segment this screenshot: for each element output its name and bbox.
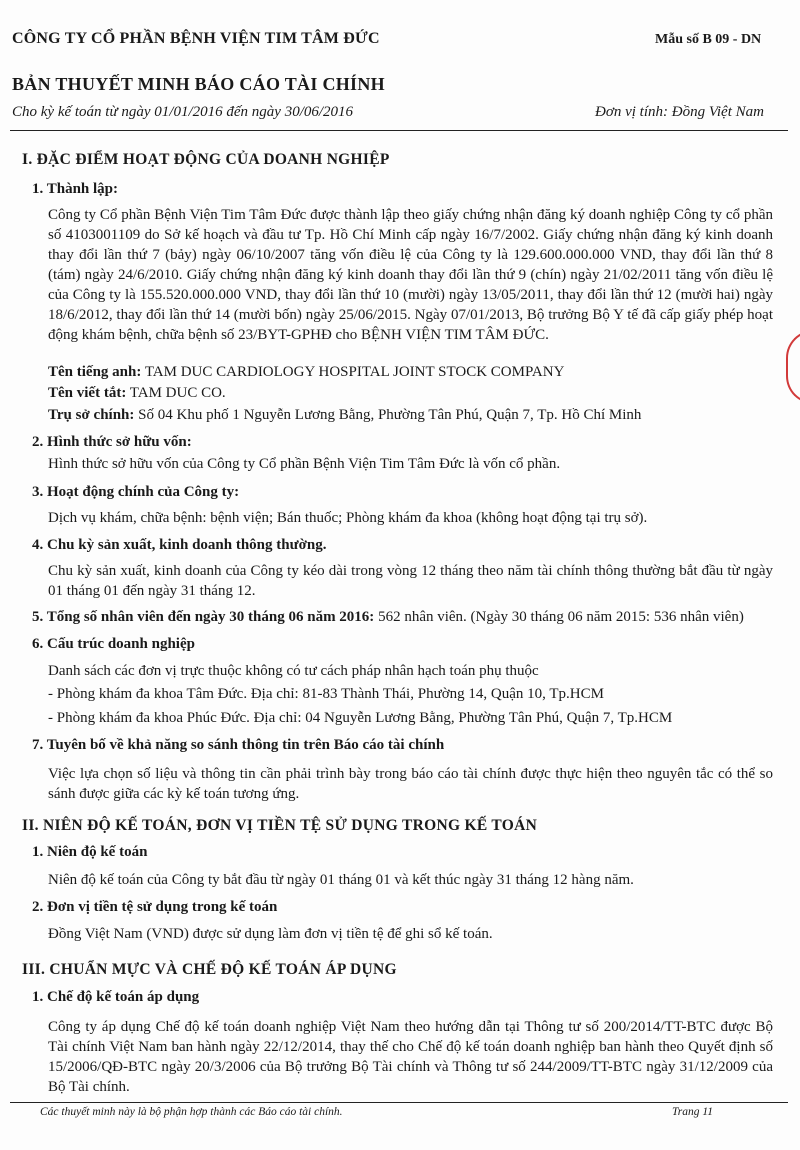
s1-item-2-heading: 2. Hình thức sở hữu vốn: (32, 434, 192, 450)
s2-item-2-heading: 2. Đơn vị tiền tệ sử dụng trong kế toán (32, 899, 278, 915)
section-3-heading: III. CHUẨN MỰC VÀ CHẾ ĐỘ KẾ TOÁN ÁP DỤNG (22, 961, 397, 978)
abbreviation-line (48, 385, 226, 402)
s1-item-5-line (32, 609, 744, 626)
s3-item-1-heading: 1. Chế độ kế toán áp dụng (32, 989, 200, 1005)
english-name-label: Tên tiếng anh: (48, 364, 142, 380)
s1-item-5-value: 562 nhân viên. (Ngày 30 tháng 06 năm 2015: 536 nhân viên) (374, 609, 744, 625)
s2-item-2-paragraph: Đồng Việt Nam (VND) được sử dụng làm đơn vị tiền tệ để ghi sổ kế toán. (48, 926, 493, 942)
footer-note: Các thuyết minh này là bộ phận hợp thành các Báo cáo tài chính. (40, 1106, 343, 1118)
s1-item-1-paragraph: Công ty Cổ phần Bệnh Viện Tim Tâm Đức được thành lập theo giấy chứng nhận đăng ký doanh nghiệp Công ty cổ phần số 4103001109 do Sở kế hoạch và đầu tư Tp. Hồ Chí Minh cấp ngày 16/7/2002. Giấy chứng nhận đăng ký kinh doanh thay đổi lần thứ 7 (bảy) ngày 06/10/2007 tăng vốn điều lệ của Công ty là 129.600.000.000 VND, thay đổi lần thứ 8 (tám) ngày 24/6/2010. Giấy chứng nhận đăng ký kinh doanh thay đổi lần thứ 9 (chín) ngày 21/02/2011 tăng vốn điều lệ của Công ty là 155.520.000.000 VND, thay đổi lần thứ 10 (mười) ngày 13/05/2011, thay đổi lần thứ 12 (mười hai) ngày 18/6/2012, thay đổi lần thứ 14 (mười bốn) ngày 25/06/2015. Ngày 07/01/2013, Bộ trưởng Bộ Y tế đã cấp giấy phép hoạt động khám bệnh, chữa bệnh số 23/BYT-GPHĐ cho BỆNH VIỆN TIM TÂM ĐỨC. (48, 207, 773, 343)
s1-item-6-branch-2: - Phòng khám đa khoa Phúc Đức. Địa chỉ: 04 Nguyễn Lương Bằng, Phường Tân Phú, Quận 7, Tp.HCM (48, 710, 673, 726)
company-name: CÔNG TY CỔ PHẦN BỆNH VIỆN TIM TÂM ĐỨC (12, 30, 380, 47)
header-divider (10, 130, 788, 131)
red-stamp-edge (786, 330, 800, 404)
s1-item-7-heading: 7. Tuyên bố về khả năng so sánh thông tin trên Báo cáo tài chính (32, 737, 445, 753)
s2-item-1-heading: 1. Niên độ kế toán (32, 844, 148, 860)
s2-item-1-paragraph: Niên độ kế toán của Công ty bắt đầu từ ngày 01 tháng 01 và kết thúc ngày 31 tháng 12 hàng năm. (48, 872, 634, 888)
section-2-heading: II. NIÊN ĐỘ KẾ TOÁN, ĐƠN VỊ TIỀN TỆ SỬ DỤNG TRONG KẾ TOÁN (22, 817, 538, 834)
s1-item-6-paragraph: Danh sách các đơn vị trực thuộc không có tư cách pháp nhân hạch toán phụ thuộc (48, 663, 539, 679)
s1-item-6-branch-1: - Phòng khám đa khoa Tâm Đức. Địa chỉ: 81-83 Thành Thái, Phường 14, Quận 10, Tp.HCM (48, 686, 604, 702)
reporting-period: Cho kỳ kế toán từ ngày 01/01/2016 đến ngày 30/06/2016 (12, 104, 354, 120)
headquarters-line (48, 407, 641, 424)
currency-unit: Đơn vị tính: Đồng Việt Nam (595, 104, 764, 120)
s1-item-5-heading: 5. Tổng số nhân viên đến ngày 30 tháng 06 năm 2016: (32, 609, 375, 625)
abbreviation-label: Tên viết tắt: (48, 385, 127, 401)
s3-item-1-paragraph: Công ty áp dụng Chế độ kế toán doanh nghiệp Việt Nam theo hướng dẫn tại Thông tư số 200/2014/TT-BTC được Bộ Tài chính Việt Nam ban hành ngày 22/12/2014, thay thế cho Chế độ kế toán doanh nghiệp ban hành theo Quyết định số 15/2006/QĐ-BTC ngày 20/3/2006 của Bộ trưởng Bộ Tài chính và Thông tư số 244/2009/TT-BTC ngày 31/12/2009 của Bộ Tài chính. (48, 1019, 773, 1095)
abbreviation-value: TAM DUC CO. (126, 385, 226, 401)
s1-item-6-heading: 6. Cấu trúc doanh nghiệp (32, 636, 195, 652)
s1-item-1-heading: 1. Thành lập: (32, 181, 119, 197)
headquarters-label: Trụ sở chính: (48, 407, 135, 423)
english-name-line (48, 364, 564, 381)
s1-item-4-paragraph: Chu kỳ sản xuất, kinh doanh của Công ty kéo dài trong vòng 12 tháng theo năm tài chính thông thường bắt đầu từ ngày 01 tháng 01 đến ngày 31 tháng 12. (48, 563, 773, 599)
page-number: Trang 11 (672, 1106, 714, 1118)
s1-item-4-heading: 4. Chu kỳ sản xuất, kinh doanh thông thường. (32, 537, 327, 553)
headquarters-value: Số 04 Khu phố 1 Nguyễn Lương Bằng, Phường Tân Phú, Quận 7, Tp. Hồ Chí Minh (134, 407, 642, 423)
form-number: Mẫu số B 09 - DN (655, 32, 762, 47)
s1-item-3-paragraph: Dịch vụ khám, chữa bệnh: bệnh viện; Bán thuốc; Phòng khám đa khoa (không hoạt động tại trụ sở). (48, 510, 648, 526)
s1-item-2-paragraph: Hình thức sở hữu vốn của Công ty Cổ phần Bệnh Viện Tim Tâm Đức là vốn cổ phần. (48, 456, 561, 472)
s1-item-3-heading: 3. Hoạt động chính của Công ty: (32, 484, 240, 500)
document-title: BẢN THUYẾT MINH BÁO CÁO TÀI CHÍNH (12, 74, 385, 94)
english-name-value: TAM DUC CARDIOLOGY HOSPITAL JOINT STOCK COMPANY (141, 364, 565, 380)
section-1-heading: I. ĐẶC ĐIỂM HOẠT ĐỘNG CỦA DOANH NGHIỆP (22, 151, 390, 168)
footer-divider (10, 1102, 788, 1103)
s1-item-7-paragraph: Việc lựa chọn số liệu và thông tin cần phải trình bày trong báo cáo tài chính được thực hiện theo nguyên tắc có thể so sánh được giữa các kỳ kế toán tương ứng. (48, 766, 773, 802)
